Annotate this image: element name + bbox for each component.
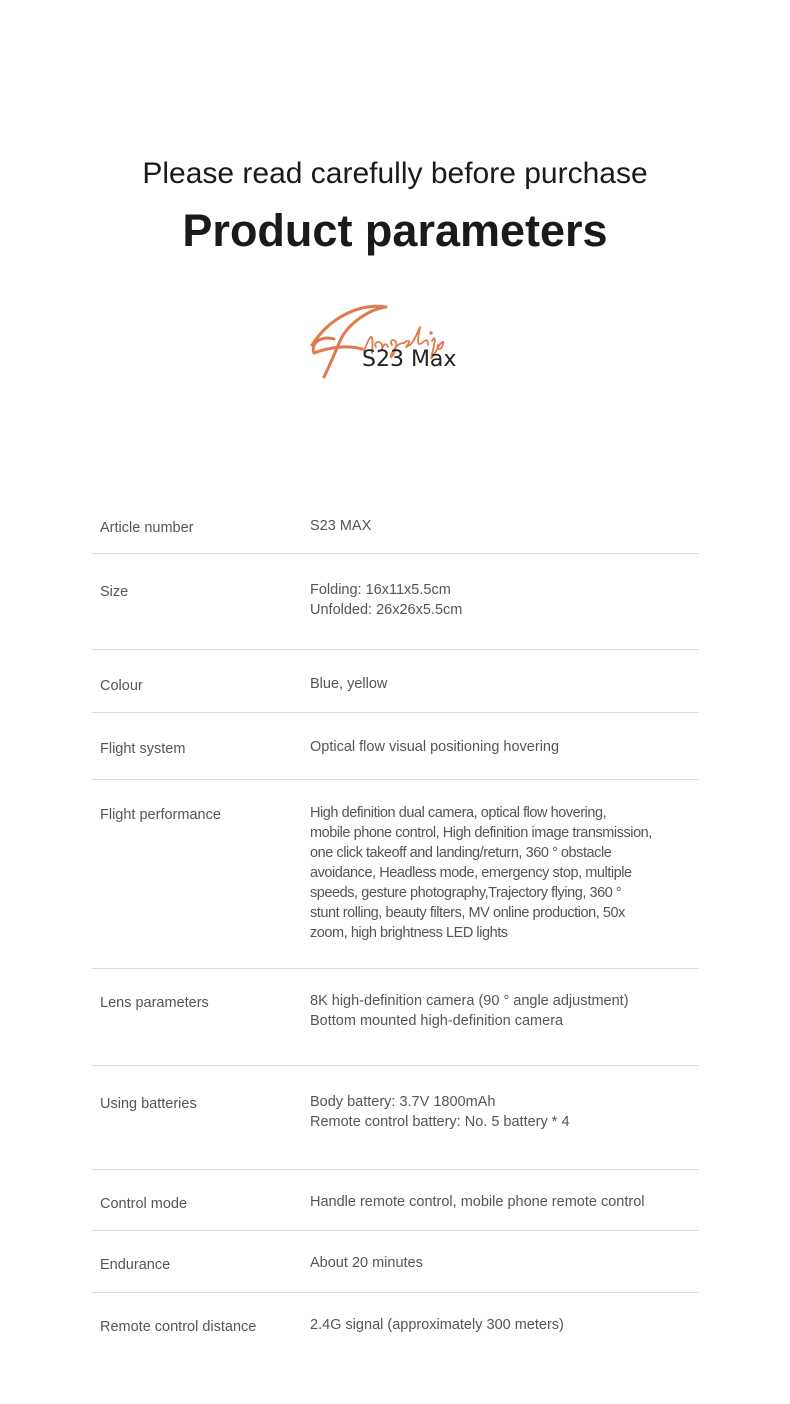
param-label: Colour [100, 678, 143, 694]
param-row-colour [92, 650, 699, 713]
param-row-flight-performance [92, 780, 699, 969]
param-value: S23 MAX [310, 518, 372, 534]
param-label: Flight system [100, 741, 186, 757]
param-row-size [92, 554, 699, 650]
param-row-lens-parameters [92, 969, 699, 1066]
model-name: S23 Max [362, 347, 457, 372]
param-value: Folding: 16x11x5.5cm Unfolded: 26x26x5.5cm [310, 582, 463, 618]
param-label: Control mode [100, 1196, 188, 1212]
flagship-script-logo [300, 295, 500, 395]
param-value: 2.4G signal (approximately 300 meters) [310, 1317, 564, 1333]
param-value: High definition dual camera, optical flow hovering, mobile phone control, High definition image transmission, one click takeoff and landing/return, 360 ° obstacle avoidance, Headless mode, emergency stop, multiple speeds, gesture photography,Trajectory flying, 360 ° stunt rolling, beauty filters, MV online production, 50x zoom, high brightness LED lights [310, 805, 652, 941]
param-label: Size [100, 584, 129, 600]
param-row-endurance [92, 1231, 699, 1293]
flagship-logo [300, 295, 500, 395]
parameters-table [92, 498, 699, 1363]
param-label: Flight performance [100, 807, 221, 823]
param-row-flight-system [92, 713, 699, 780]
param-label: Article number [100, 520, 194, 536]
param-label: Lens parameters [100, 995, 209, 1011]
page-title: Product parameters [182, 205, 608, 256]
param-value: Handle remote control, mobile phone remote control [310, 1194, 645, 1210]
page-subtitle: Please read carefully before purchase [142, 157, 648, 190]
param-row-control-mode [92, 1170, 699, 1231]
param-value: Optical flow visual positioning hovering [310, 739, 560, 755]
param-value: 8K high-definition camera (90 ° angle adjustment) Bottom mounted high-definition camera [310, 993, 629, 1029]
param-row-remote-control-distance [92, 1293, 699, 1363]
param-label: Using batteries [100, 1096, 197, 1112]
param-label: Remote control distance [100, 1319, 257, 1335]
param-value: Body battery: 3.7V 1800mAh Remote control battery: No. 5 battery * 4 [310, 1094, 570, 1130]
param-label: Endurance [100, 1257, 171, 1273]
param-value: About 20 minutes [310, 1255, 423, 1271]
param-row-article-number [92, 498, 699, 554]
param-value: Blue, yellow [310, 676, 388, 692]
param-row-using-batteries [92, 1066, 699, 1170]
